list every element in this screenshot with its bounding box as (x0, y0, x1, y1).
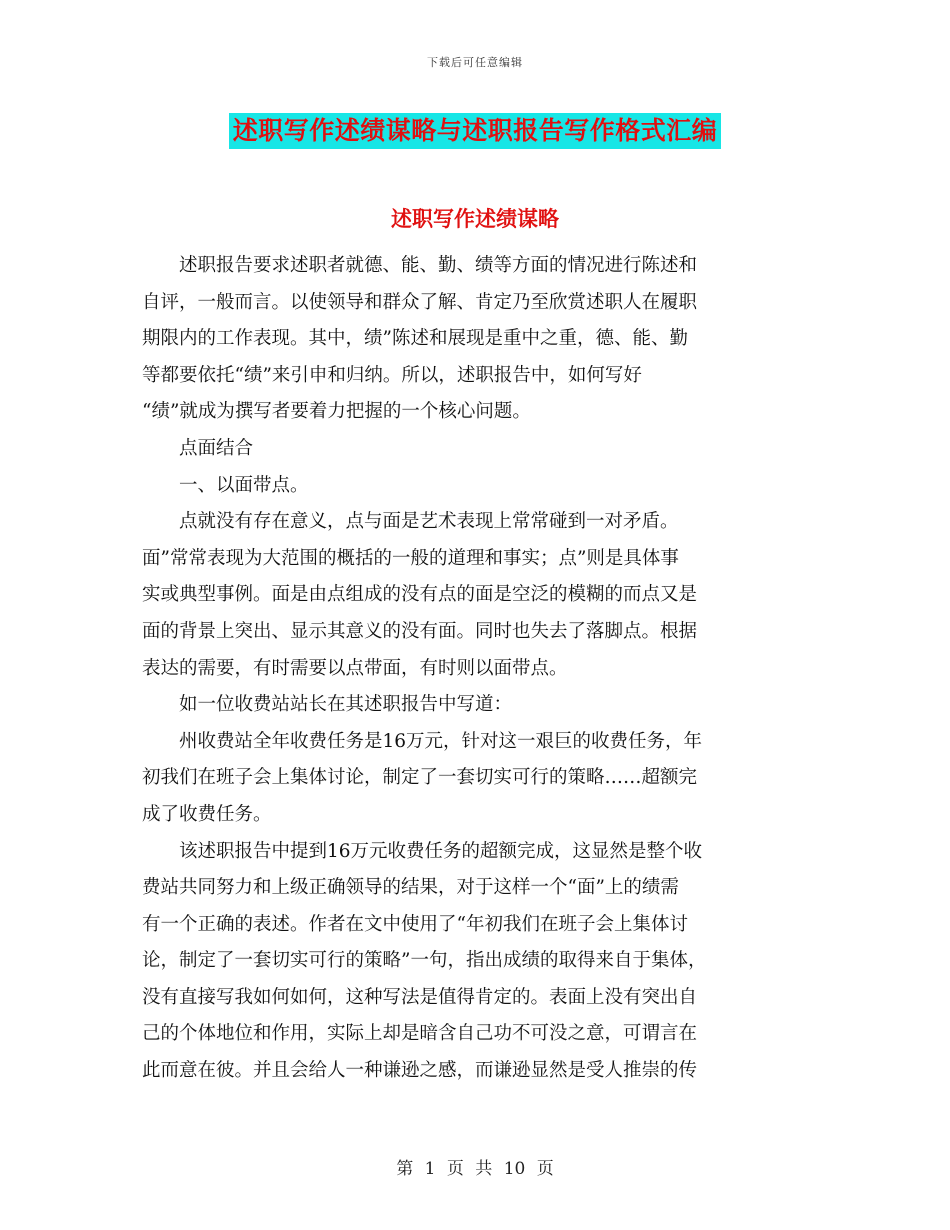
subheading: 一、以面带点。 (179, 474, 309, 496)
body-line: 没有直接写我如何如何，这种写法是值得肯定的。表面上没有突出自 (142, 986, 698, 1008)
title-container (0, 113, 950, 149)
body-line: 初我们在班子会上集体讨论，制定了一套切实可行的策略……超额完 (142, 767, 698, 789)
body-line: 点就没有存在意义，点与面是艺术表现上常常碰到一对矛盾。 (179, 511, 679, 533)
body-line: 期限内的工作表现。其中，绩”陈述和展现是重中之重，德、能、勤 (142, 328, 688, 350)
subheading: 点面结合 (179, 437, 254, 459)
body-line: 成了收费任务。 (142, 803, 272, 825)
body-line: 等都要依托“绩”来引申和归纳。所以，述职报告中，如何写好 (142, 364, 642, 386)
body-line: 州收费站全年收费任务是16万元，针对这一艰巨的收费任务，年 (179, 730, 703, 752)
document-title: 述职写作述绩谋略与述职报告写作格式汇编 (229, 113, 722, 149)
body-line: 有一个正确的表述。作者在文中使用了“年初我们在班子会上集体讨 (142, 913, 688, 935)
body-line: 表达的需要，有时需要以点带面，有时则以面带点。 (142, 657, 568, 679)
body-line: 实或典型事例。面是由点组成的没有点的面是空泛的模糊的而点又是 (142, 584, 698, 606)
body-line: 述职报告要求述职者就德、能、勤、绩等方面的情况进行陈述和 (179, 255, 698, 276)
page-header-note: 下载后可任意编辑 (427, 56, 523, 69)
body-line: 如一位收费站站长在其述职报告中写道： (179, 694, 513, 716)
document-body (142, 248, 806, 1090)
body-line: 自评，一般而言。以使领导和群众了解、肯定乃至欣赏述职人在履职 (142, 291, 698, 313)
page-number-footer: 第 1 页 共 10 页 (396, 1159, 554, 1179)
body-line: 此而意在彼。并且会给人一种谦逊之感，而谦逊显然是受人推崇的传 (142, 1060, 698, 1082)
body-line: 面的背景上突出、显示其意义的没有面。同时也失去了落脚点。根据 (142, 620, 698, 642)
body-line: 费站共同努力和上级正确领导的结果，对于这样一个“面”上的绩需 (142, 877, 679, 899)
body-line: “绩”就成为撰写者要着力把握的一个核心问题。 (142, 401, 531, 423)
body-line: 该述职报告中提到16万元收费任务的超额完成，这显然是整个收 (179, 840, 703, 862)
body-line: 己的个体地位和作用，实际上却是暗含自己功不可没之意，可谓言在 (142, 1023, 698, 1045)
body-line: 面”常常表现为大范围的概括的一般的道理和事实；点”则是具体事 (142, 547, 679, 569)
body-line: 论，制定了一套切实可行的策略”一句，指出成绩的取得来自于集体， (142, 950, 707, 972)
section-title: 述职写作述绩谋略 (391, 206, 559, 231)
